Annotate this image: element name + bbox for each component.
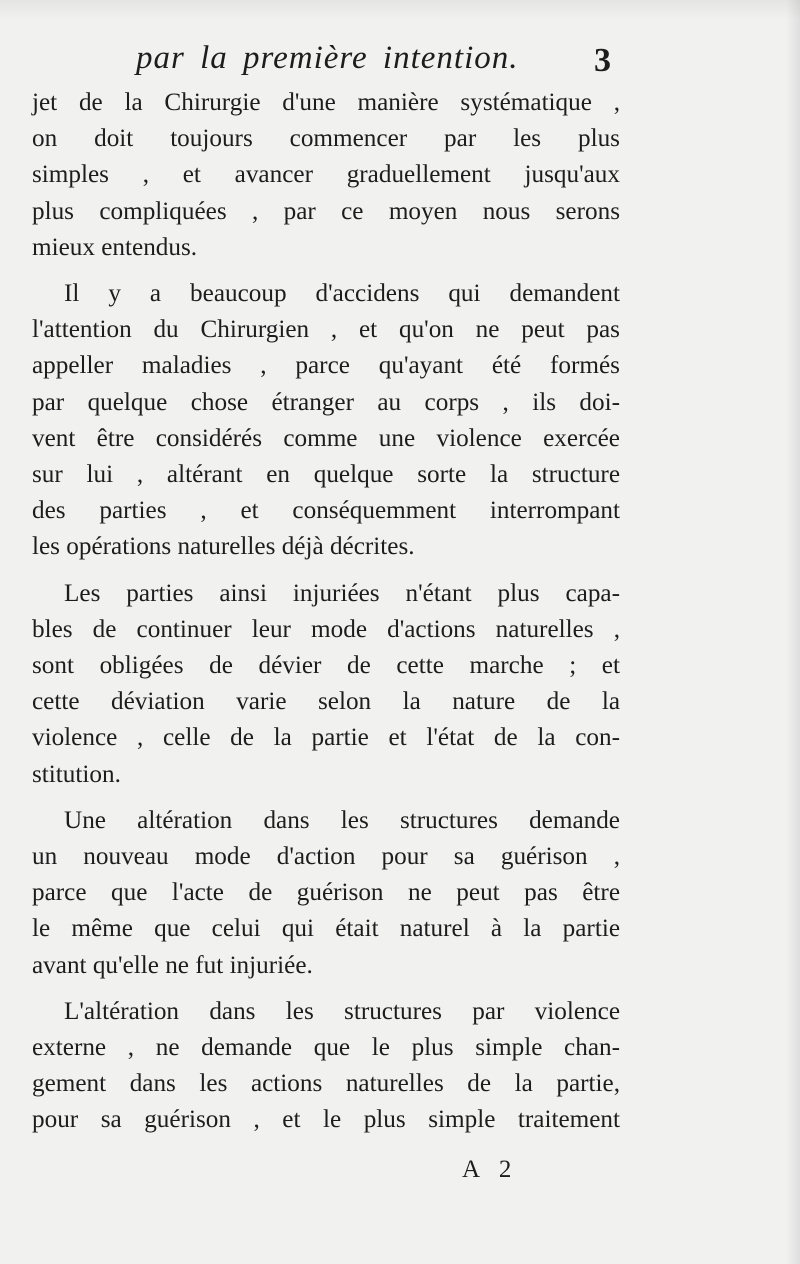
text-line: par quelque chose étranger au corps , ils doi- [32,388,620,416]
text-line: avant qu'elle ne fut injuriée. [32,951,313,979]
text-line: un nouveau mode d'action pour sa guérison , [32,843,620,871]
running-title: par la première intention. [136,40,519,76]
text-line: le même que celui qui était naturel à la partie [32,915,620,943]
text-line: gement dans les actions naturelles de la partie, [32,1070,620,1098]
text-line: Les parties ainsi injuriées n'étant plus capa- [64,579,620,607]
paragraph-1 [32,85,620,266]
text-line: mieux entendus. [32,233,198,261]
paragraph-3 [32,576,620,793]
text-line: externe , ne demande que le plus simple chan- [32,1034,620,1062]
text-line: bles de continuer leur mode d'actions naturelles , [32,615,620,643]
text-line: plus compliquées , par ce moyen nous serons [32,197,620,225]
text-line: sont obligées de dévier de cette marche ; et [32,652,620,680]
text-line: jet de la Chirurgie d'une manière systématique , [32,89,620,116]
paragraph-5 [32,994,620,1139]
text-line: stitution. [32,760,121,788]
paragraph-2 [32,276,620,566]
body-text [32,85,620,1139]
text-line: parce que l'acte de guérison ne peut pas être [32,879,620,907]
text-line: pour sa guérison , et le plus simple traitement [32,1106,620,1134]
text-line: vent être considérés comme une violence exercée [32,424,620,452]
text-line: violence , celle de la partie et l'état de la con- [32,724,620,752]
signature-mark: A 2 [462,1156,512,1183]
page-number: 3 [594,42,611,79]
text-line: des parties , et conséquemment interrompant [32,497,620,525]
paragraph-4 [32,803,620,984]
text-line: simples , et avancer graduellement jusqu'aux [32,161,620,189]
text-line: appeller maladies , parce qu'ayant été formés [32,352,620,380]
text-line: Une altération dans les structures demande [64,806,620,834]
text-line: on doit toujours commencer par les plus [32,125,620,153]
text-line: Il y a beaucoup d'accidens qui demandent [64,280,620,308]
text-line: L'altération dans les structures par violence [64,997,620,1025]
text-line: sur lui , altérant en quelque sorte la structure [32,461,620,489]
text-line: l'attention du Chirurgien , et qu'on ne peut pas [32,316,620,344]
text-line: cette déviation varie selon la nature de la [32,688,620,716]
text-line: les opérations naturelles déjà décrites. [32,533,415,561]
